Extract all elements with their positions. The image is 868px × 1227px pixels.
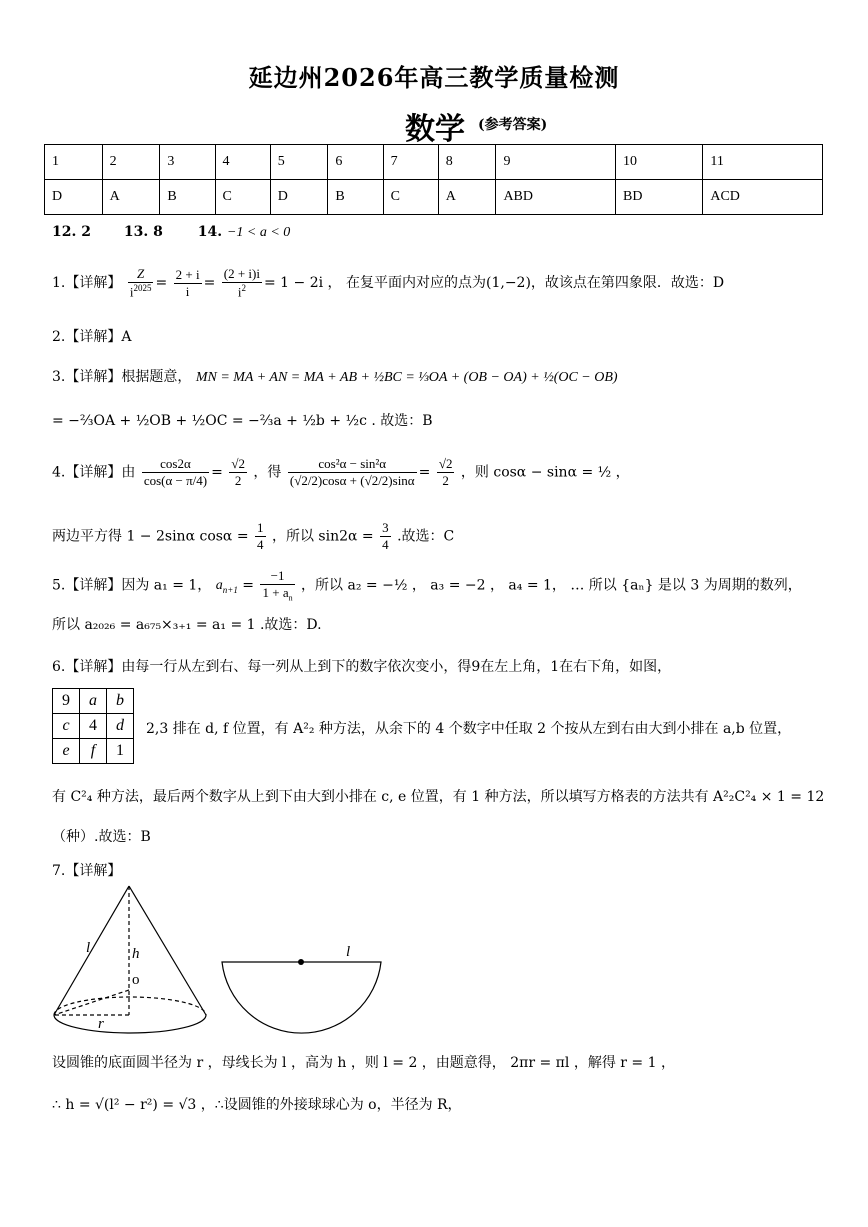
solution-4-head: 4.【详解】由 xyxy=(52,464,136,481)
solution-5-line-2: 所以 a₂₀₂₆ = a₆₇₅×₃₊₁ = a₁ = 1 .故选：D. xyxy=(52,617,322,633)
fraction: $\frac{Z}{i^{2025}}$ xyxy=(129,266,152,300)
sector-center-point xyxy=(298,959,304,965)
answer-14: −1 < a < 0 xyxy=(226,225,291,240)
grid-cell: f xyxy=(80,739,107,764)
fraction: $\frac{1}{4}$ xyxy=(257,520,264,552)
fraction: $\frac{2 + i}{i}$ xyxy=(175,266,200,299)
table-cell: 9 xyxy=(496,145,616,180)
answer-12: 12. 2 xyxy=(52,224,91,240)
table-cell: 7 xyxy=(383,145,438,180)
solution-5-head: 5.【详解】因为 a₁ = 1， xyxy=(52,577,212,594)
sector-figure xyxy=(222,962,381,1033)
solution-6-line-4: （种）.故选：B xyxy=(52,829,151,845)
grid-row xyxy=(53,714,134,739)
table-cell: B xyxy=(328,180,383,215)
table-cell: 3 xyxy=(160,145,215,180)
label-slant: l xyxy=(86,940,91,956)
table-cell: A xyxy=(438,180,496,215)
table-cell: D xyxy=(270,180,328,215)
grid-row xyxy=(53,739,134,764)
label-sector: l xyxy=(346,944,351,960)
cone-slant-right xyxy=(129,886,206,1015)
grid-cell: b xyxy=(107,689,134,714)
sphere-radius xyxy=(54,990,129,1015)
table-cell: 10 xyxy=(615,145,702,180)
number-grid xyxy=(52,688,134,764)
solution-1-head: 1.【详解】 xyxy=(52,275,122,292)
table-cell: C xyxy=(215,180,270,215)
solution-5: 5.【详解】因为 a₁ = 1， $a_{n+1}$ = $\frac{-1}{1 + a_n}$ ，所以 a₂ = −½ ， a₃ = −2 ， a₄ = 1， … 所以 {aₙ} 是以 3 为周期的数列， xyxy=(52,568,802,603)
cone-base-front xyxy=(54,1015,206,1033)
table-cell: 11 xyxy=(703,145,823,180)
table-cell: BD xyxy=(615,180,702,215)
table-cell: 8 xyxy=(438,145,496,180)
solution-6: 6.【详解】由每一行从左到右、每一列从上到下的数字依次变小，得9在左上角，1在右下角，如图， xyxy=(52,659,672,675)
solution-7-line-1: 设圆锥的底面圆半径为 r ，母线长为 l ，高为 h ，则 l = 2 ，由题意得， 2πr = πl ，解得 r = 1 ， xyxy=(52,1055,675,1071)
grid-cell: 4 xyxy=(80,714,107,739)
label-radius: r xyxy=(98,1016,104,1032)
grid-cell: d xyxy=(107,714,134,739)
fraction: $\frac{3}{4}$ xyxy=(382,520,389,552)
fraction: $\frac{√2}{2}$ xyxy=(231,456,245,488)
label-center: o xyxy=(132,972,140,988)
table-cell: D xyxy=(45,180,103,215)
solution-3-head: 3.【详解】根据题意， xyxy=(52,369,192,385)
solution-6-line-3: 有 C²₄ 种方法，最后两个数字从上到下由大到小排在 c, e 位置，有 1 种方法，所以填写方格表的方法共有 A²₂C²₄ × 1 = 12 xyxy=(52,789,825,805)
table-cell: 2 xyxy=(102,145,160,180)
solution-3-expression: MN = MA + AN = MA + AB + ½BC = ⅓OA + (OB − OA) + ½(OC − OB) xyxy=(195,370,618,385)
fill-in-answers xyxy=(52,224,290,241)
fraction: $\frac{\text{cos²α − sin²α}}{(√2/2)\cos\alpha + (√2/2)\sin\alpha}$ xyxy=(289,456,415,488)
solution-3 xyxy=(52,366,618,386)
table-cell: B xyxy=(160,180,215,215)
solution-4-mid: ，得 xyxy=(253,464,282,481)
solution-7: 7.【详解】 xyxy=(52,863,122,879)
table-cell: ABD xyxy=(496,180,616,215)
cone-base-back xyxy=(54,997,206,1015)
solution-2: 2.【详解】A xyxy=(52,329,132,345)
grid-cell: a xyxy=(80,689,107,714)
grid-cell: c xyxy=(53,714,80,739)
solution-3-line-2: = −⅔OA + ½OB + ½OC = −⅔a + ½b + ½c . 故选：B xyxy=(52,413,433,429)
solution-1-tail: ， 在复平面内对应的点为(1,−2)，故该点在第四象限．故选：D xyxy=(327,275,725,292)
solution-1: 1.【详解】 $\frac{Z}{i^{2025}}$ = $\frac{2 + i}{i}$ = $\frac{(2 + i)i}{i^2}$ = 1 − 2i ， 在复平面内对应的点为(1,−2)，故该点在第四象限．故选：D xyxy=(52,266,725,300)
table-cell: C xyxy=(383,180,438,215)
solution-7-line-2: ∴ h = √(l² − r²) = √3 ，∴设圆锥的外接球球心为 o，半径为 R， xyxy=(52,1097,462,1113)
cone-slant-left xyxy=(54,886,129,1015)
answer-13: 13. 8 xyxy=(123,224,163,240)
table-cell: 5 xyxy=(270,145,328,180)
fraction: $\frac{-1}{1 + a_n}$ xyxy=(262,568,293,603)
grid-cell: 1 xyxy=(107,739,134,764)
fraction: $\frac{√2}{2}$ xyxy=(438,456,453,488)
grid-row xyxy=(53,689,134,714)
solution-4: 4.【详解】由 $\frac{\cos 2\alpha}{\cos(\alpha - \pi/4)}$ = $\frac{√2}{2}$ ，得 $\frac{\text{cos²α − sin²α}}{(√2/2)\cos\alpha + (√2/2)\sin\alpha}$ = $\frac{√2}{2}$ ，则 cosα − sinα = ½ ， xyxy=(52,456,630,488)
answer-14-label: 14. xyxy=(197,224,223,240)
solution-5-tail: ，所以 a₂ = −½ ， a₃ = −2 ， a₄ = 1， … 所以 {aₙ} 是以 3 为周期的数列， xyxy=(301,577,802,594)
answer-key-note: (参考答案) xyxy=(478,117,548,133)
answer-table xyxy=(44,144,823,215)
solution-6-right: 2,3 排在 d, f 位置，有 A²₂ 种方法，从余下的 4 个数字中任取 2 个按从左到右由大到小排在 a,b 位置， xyxy=(146,721,792,737)
table-cell: 4 xyxy=(215,145,270,180)
grid-cell: e xyxy=(53,739,80,764)
solution-4-text: .故选：C xyxy=(397,528,455,545)
table-cell: A xyxy=(102,180,160,215)
question-number-row xyxy=(45,145,823,180)
solution-4-text: 两边平方得 1 − 2sinα cosα = xyxy=(52,528,249,545)
fraction: $\frac{(2 + i)i}{i^2}$ xyxy=(223,266,260,300)
cone-figure xyxy=(40,880,400,1040)
answer-row xyxy=(45,180,823,215)
subject-title: 数学 xyxy=(405,112,465,147)
solution-4-text: ，所以 sin2α = xyxy=(271,528,374,545)
table-cell: ACD xyxy=(703,180,823,215)
fraction: $\frac{\cos 2\alpha}{\cos(\alpha - \pi/4)}$ xyxy=(143,456,208,488)
page-title: 延边州2026年高三教学质量检测 xyxy=(248,63,620,92)
table-cell: 1 xyxy=(45,145,103,180)
solution-4-tail: ，则 cosα − sinα = ½ ， xyxy=(460,464,630,481)
table-cell: 6 xyxy=(328,145,383,180)
grid-cell: 9 xyxy=(53,689,80,714)
solution-4-line-2 xyxy=(52,520,454,553)
label-height: h xyxy=(132,946,140,962)
